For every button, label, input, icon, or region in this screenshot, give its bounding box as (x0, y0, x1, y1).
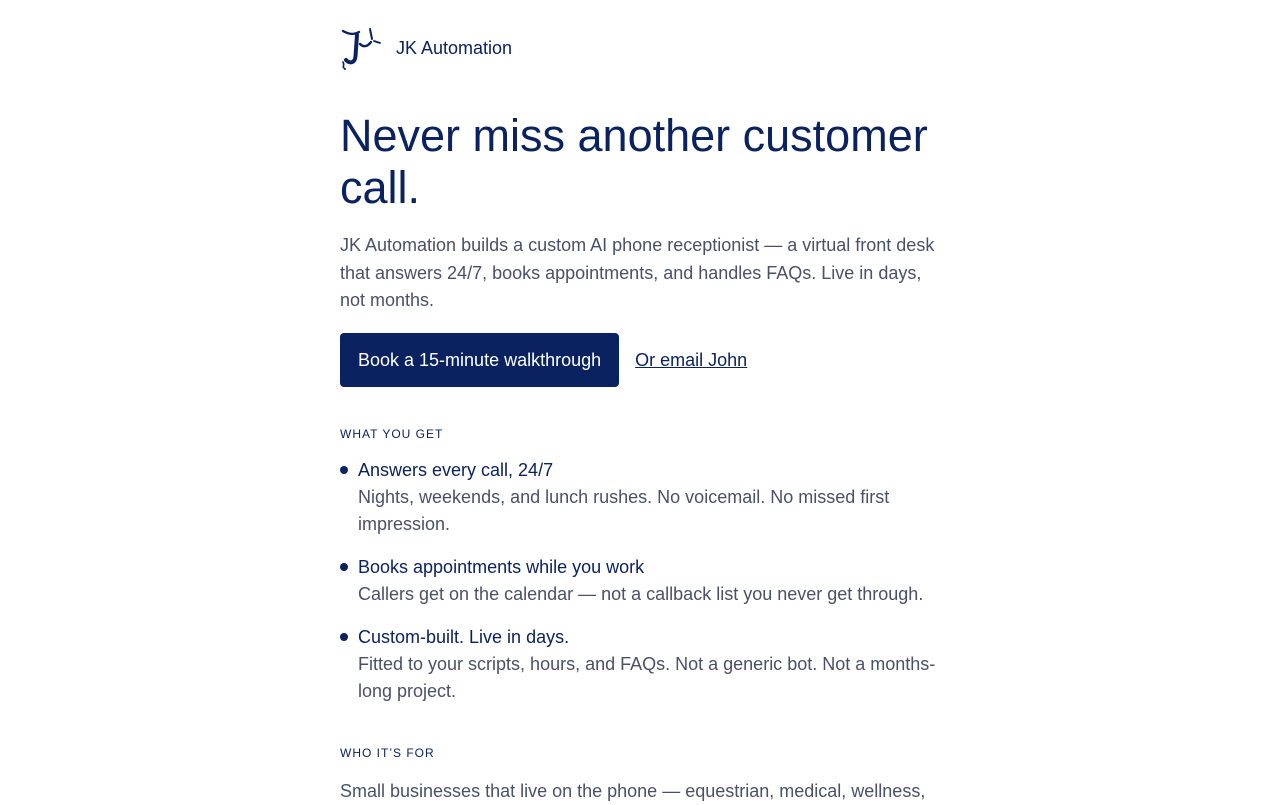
bullet-dot-icon (340, 563, 348, 571)
feature-description: Callers get on the calendar — not a callback list you never get through. (358, 584, 924, 604)
feature-item (340, 457, 940, 538)
cta-row (340, 333, 747, 387)
feature-list (340, 457, 940, 721)
bullet-dot-icon (340, 466, 348, 474)
feature-title: Books appointments while you work (358, 557, 645, 577)
what-you-get-label: WHAT YOU GET (340, 427, 444, 441)
who-its-for-label: WHO IT’S FOR (340, 746, 435, 760)
feature-title: Custom-built. Live in days. (358, 627, 570, 647)
brand-header[interactable] (340, 24, 512, 72)
audience-text: Small businesses that live on the phone — equestrian, medical, wellness, (340, 781, 926, 801)
hero-headline: Never miss another customer call. (340, 110, 928, 213)
feature-item (340, 554, 940, 608)
feature-title: Answers every call, 24/7 (358, 460, 554, 480)
jk-logo-icon (340, 26, 382, 70)
feature-item (340, 624, 940, 705)
hero-lede: JK Automation builds a custom AI phone receptionist — a virtual front desk that answers 24/7, books appointments, and handles FAQs. Live in days, not months. (340, 235, 935, 310)
bullet-dot-icon (340, 633, 348, 641)
feature-description: Nights, weekends, and lunch rushes. No voicemail. No missed first impression. (358, 487, 890, 534)
feature-description: Fitted to your scripts, hours, and FAQs. Not a generic bot. Not a months-long project. (358, 654, 936, 701)
book-walkthrough-button[interactable]: Book a 15-minute walkthrough (340, 333, 619, 387)
brand-name: JK Automation (396, 38, 513, 58)
email-john-link[interactable]: Or email John (635, 349, 748, 370)
